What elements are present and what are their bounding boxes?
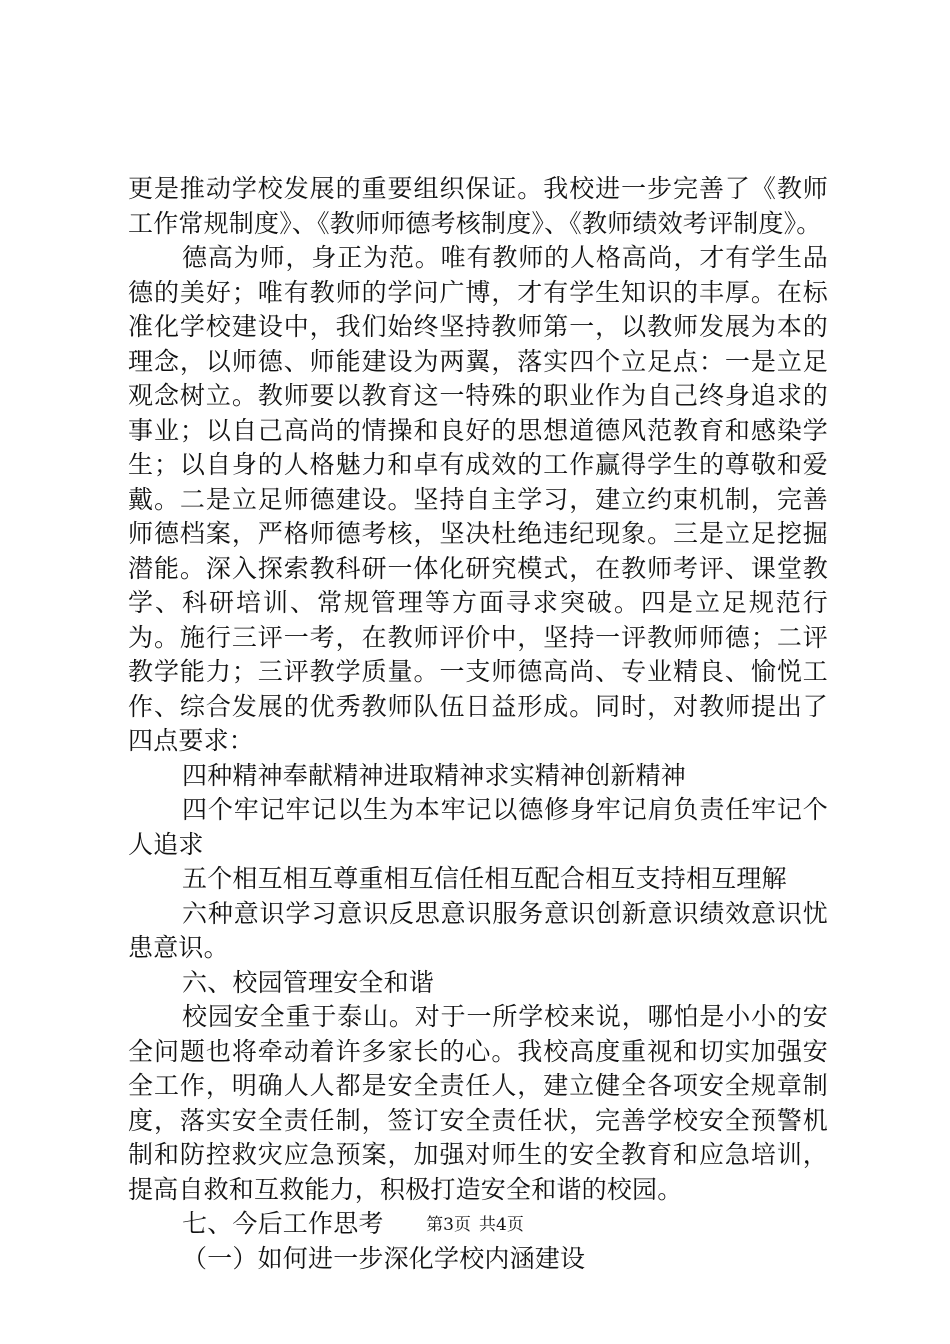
paragraph: 更是推动学校发展的重要组织保证。我校进一步完善了《教师工作常规制度》、《教师师德考核制度》、《教师绩效考评制度》。 <box>128 174 828 238</box>
section-heading: 七、今后工作思考 <box>182 1209 384 1238</box>
paragraph: 校园安全重于泰山。对于一所学校来说，哪怕是小小的安全问题也将牵动着许多家长的心。我校高度重视和切实加强安全工作，明确人人都是安全责任人，建立健全各项安全规章制度，落实安全责任制，签订安全责任状，完善学校安全预警机制和防控救灾应急预案，加强对师生的安全教育和应急培训，提高自救和互救能力，积极打造安全和谐的校园。 <box>128 1002 828 1204</box>
paragraph: 德高为师，身正为范。唯有教师的人格高尚，才有学生品德的美好；唯有教师的学问广博，才有学生知识的丰厚。在标准化学校建设中，我们始终坚持教师第一，以教师发展为本的理念，以师德、师能建设为两翼，落实四个立足点：一是立足观念树立。教师要以教育这一特殊的职业作为自己终身追求的事业；以自己高尚的情操和良好的思想道德风范教育和感染学生；以自身的人格魅力和卓有成效的工作赢得学生的尊敬和爱戴。二是立足师德建设。坚持自主学习，建立约束机制，完善师德档案，严格师德考核，坚决杜绝违纪现象。三是立足挖掘潜能。深入探索教科研一体化研究模式，在教师考评、课堂教学、科研培训、常规管理等方面寻求突破。四是立足规范行为。施行三评一考，在教师评价中，坚持一评教师师德；二评教学能力；三评教学质量。一支师德高尚、专业精良、愉悦工作、综合发展的优秀教师队伍日益形成。同时，对教师提出了四点要求： <box>128 243 828 755</box>
subsection-heading: （一）如何进一步深化学校内涵建设 <box>182 1243 586 1273</box>
page-footer <box>0 1213 950 1237</box>
paragraph: 四个牢记牢记以生为本牢记以德修身牢记肩负责任牢记个人追求 <box>128 795 828 859</box>
page-total: 共4页 <box>479 1215 524 1235</box>
page-number: 第3页 <box>426 1215 471 1235</box>
paragraph: 六种意识学习意识反思意识服务意识创新意识绩效意识忧患意识。 <box>128 898 828 962</box>
paragraph: 五个相互相互尊重相互信任相互配合相互支持相互理解 <box>182 864 787 893</box>
paragraph: 四种精神奉献精神进取精神求实精神创新精神 <box>182 760 687 790</box>
document-body <box>128 172 828 1276</box>
section-heading: 六、校园管理安全和谐 <box>182 967 435 997</box>
